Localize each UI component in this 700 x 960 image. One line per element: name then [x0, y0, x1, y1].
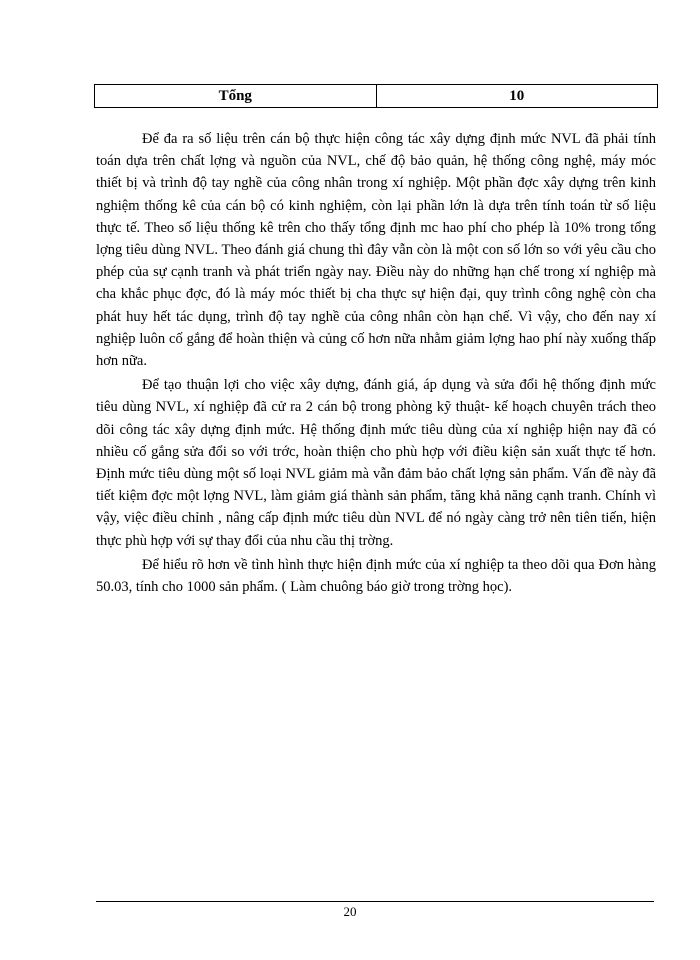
paragraph-order-intro: Để hiểu rõ hơn về tình hình thực hiện định mức của xí nghiệp ta theo dõi qua Đơn hàng 50.03, tính cho 1000 sản phẩm. ( Làm chuông báo giờ trong trờng học).: [96, 556, 656, 596]
body-text: [96, 128, 656, 600]
total-value-cell: 10: [376, 85, 658, 108]
summary-table: [94, 84, 658, 108]
footer-divider: [96, 901, 654, 902]
total-label-cell: Tổng: [95, 85, 377, 108]
page-number: 20: [343, 904, 357, 919]
paragraph-norm-management: Để tạo thuận lợi cho việc xây dựng, đánh giá, áp dụng và sửa đổi hệ thống định mức tiêu dùng NVL, xí nghiệp đã cử ra 2 cán bộ trong phòng kỹ thuật- kế hoạch chuyên trách theo dõi công tác xây dựng định mức. Hệ thống định mức tiêu dùng của xí nghiệp hiện nay đã có nhiều cố gắng sửa đổi so với trớc, hoàn thiện cho phù hợp với điều kiện sản xuất thực tế hơn. Định mức tiêu dùng một số loại NVL giảm mà vẫn đảm bảo chất lợng sản phẩm. Vấn đề này đã tiết kiệm đợc một lợng NVL, làm giảm giá thành sản phẩm, tăng khả năng cạnh tranh. Chính vì vậy, việc điều chỉnh , nâng cấp định mức tiêu dùn NVL để nó ngày càng trở nên tiên tiến, hiện thực phù hợp với sự thay đổi của nhu cầu thị trờng.: [96, 377, 656, 549]
paragraph-norm-analysis: Để đa ra số liệu trên cán bộ thực hiện công tác xây dựng định mức NVL đã phải tính toán dựa trên chất lợng và nguồn của NVL, chế độ bảo quản, hệ thống công nghệ, máy móc thiết bị và trình độ tay nghề của công nhân trong xí nghiệp. Một phần đợc xây dựng trên kinh nghiệm thống kê của cán bộ có kinh nghiệm, còn lại phần lớn là dựa trên tính toán từ số liệu thực tế. Theo số liệu thống kê trên cho thấy tổng định mc hao phí cho phép là 10% trong tổng lợng tiêu dùng NVL. Theo đánh giá chung thì đây vẫn còn là một con số lớn so với yêu cầu cho phép của sự cạnh tranh và phát triển ngày nay. Điều này do những hạn chế trong xí nghiệp mà cha khắc phục đợc, đó là máy móc thiết bị cha thực sự hiện đại, quy trình công nghệ còn cha phát huy hết tác dụng, trình độ tay nghề của công nhân còn hạn chế. Vì vậy, cho đến nay xí nghiệp luôn cố gắng để hoàn thiện và củng cố hơn nữa nhằm giảm lợng hao phí này xuống thấp hơn nữa.: [96, 131, 656, 370]
table-row: [95, 85, 658, 108]
